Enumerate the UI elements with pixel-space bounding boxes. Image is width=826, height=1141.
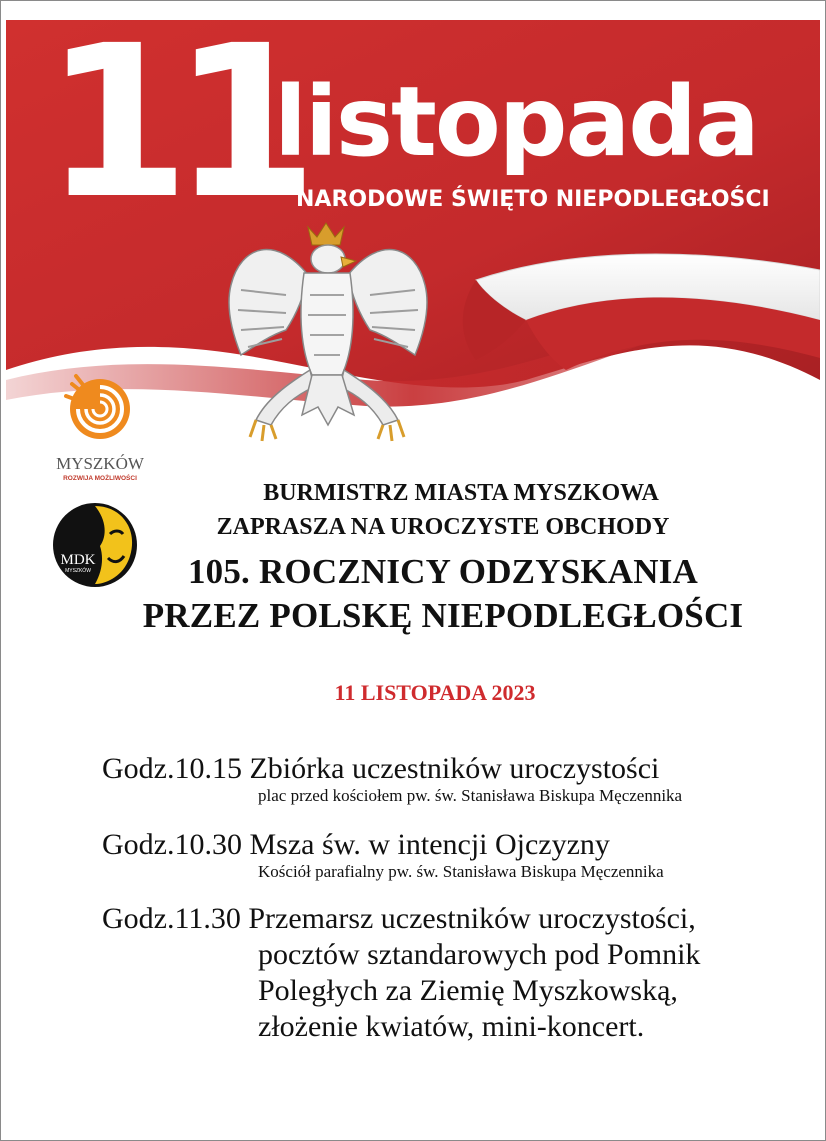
schedule-item-2-place: Kościół parafialny pw. św. Stanisława Biskupa Męczennika — [258, 862, 664, 881]
big-number: 11 — [44, 20, 301, 245]
banner-word: listopada — [274, 66, 758, 178]
heading-line-3: 105. ROCZNICY ODZYSKANIA — [187, 552, 699, 591]
schedule-item-3-line-3: Poległych za Ziemię Myszkowską, — [258, 974, 678, 1007]
myszkow-tagline: ROZWIJA MOŻLIWOŚCI — [63, 475, 137, 482]
mdk-name: MDK — [60, 552, 96, 568]
schedule-item-2: Godz.10.30 Msza św. w intencji Ojczyzny — [102, 828, 610, 861]
heading-line-1: BURMISTRZ MIASTA MYSZKOWA — [263, 480, 659, 506]
white-eagle-icon — [229, 223, 427, 441]
shell-icon — [66, 376, 130, 439]
schedule-item-3-line-4: złożenie kwiatów, mini-koncert. — [258, 1010, 645, 1043]
event-date: 11 LISTOPADA 2023 — [334, 680, 536, 705]
banner-subtitle: NARODOWE ŚWIĘTO NIEPODLEGŁOŚCI — [296, 187, 770, 212]
myszkow-logo — [40, 372, 160, 484]
mdk-sub: MYSZKÓW — [65, 568, 91, 574]
schedule-item-1-place: plac przed kościołem pw. św. Stanisława Biskupa Męczennika — [258, 786, 683, 805]
schedule-item-1: Godz.10.15 Zbiórka uczestników uroczystości — [102, 752, 660, 785]
myszkow-name: MYSZKÓW — [56, 454, 144, 473]
heading-line-4: PRZEZ POLSKĘ NIEPODLEGŁOŚCI — [142, 596, 744, 635]
heading-line-2: ZAPRASZA NA UROCZYSTE OBCHODY — [216, 514, 670, 540]
schedule-item-3-line-2: pocztów sztandarowych pod Pomnik — [258, 938, 701, 971]
schedule-item-3: Godz.11.30 Przemarsz uczestników uroczystości, — [102, 902, 696, 935]
